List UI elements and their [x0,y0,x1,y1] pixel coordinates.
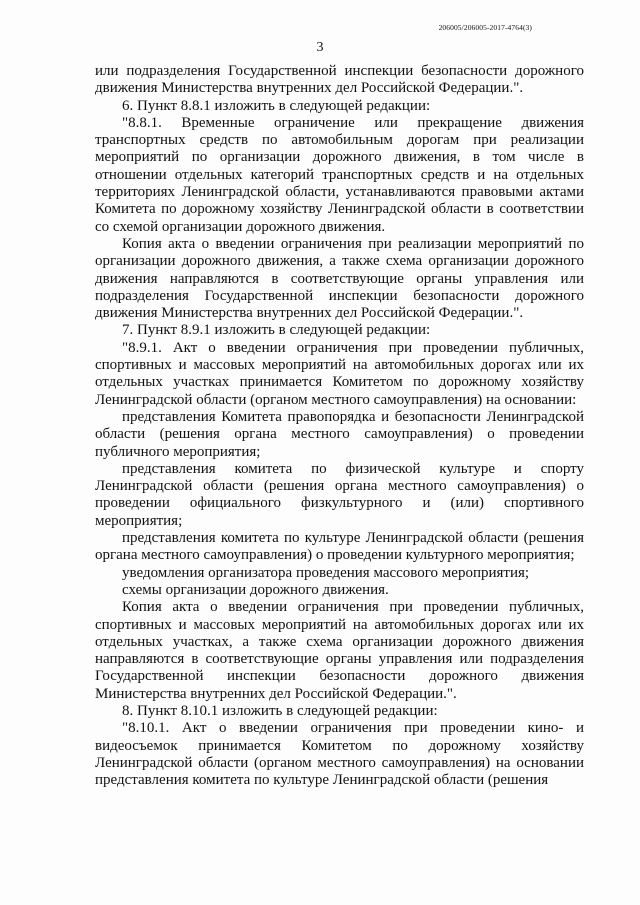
paragraph-basis-organizer-notice: уведомления организатора проведения массового мероприятия; [122,564,530,581]
paragraph-item-7-heading: 7. Пункт 8.9.1 изложить в следующей редакции: [122,322,431,339]
paragraph-basis-culture-event: представления комитета по культуре Ленинградской области (решения органа местного самоуправления) о проведении культурного мероприятия; [95,530,584,564]
paragraph-item-8-heading: 8. Пункт 8.10.1 изложить в следующей редакции: [122,702,438,719]
paragraph-item-6-heading: 6. Пункт 8.8.1 изложить в следующей редакции: [122,97,431,114]
paragraph-clause-8-8-1: "8.8.1. Временные ограничение или прекращение движения транспортных средств по автомобильным дорогам при реализации мероприятий по организации дорожного движения, в том числе в отношении отдельных категорий транспортных средств и на отдельных территориях Ленинградской области, устанавливаются правовыми актами Комитета по дорожному хозяйству Ленинградской области в соответствии со схемой организации дорожного движения. [95,114,584,235]
page-number: 3 [316,40,324,55]
paragraph-clause-8-10-1: "8.10.1. Акт о введении ограничения при проведении кино- и видеосъемок принимается Комитетом по дорожному хозяйству Ленинградской области (органом местного самоуправления) на основании представления комитета по культуре Ленинградской области (решения [95,720,584,789]
paragraph-basis-public-event: представления Комитета правопорядка и безопасности Ленинградской области (решения органа местного самоуправления) о проведении публичного мероприятия; [95,408,584,460]
paragraph-copy-act-1: Копия акта о введении ограничения при реализации мероприятий по организации дорожного движения, а также схема организации дорожного движения направляются в соответствующие органы управления или подразделения Государственной инспекции безопасности дорожного движения Министерства внутренних дел Российской Федерации.". [95,235,584,322]
paragraph-continuation: или подразделения Государственной инспекции безопасности дорожного движения Министерства внутренних дел Российской Федерации.". [95,63,584,97]
document-body [95,63,584,789]
paragraph-clause-8-9-1: "8.9.1. Акт о введении ограничения при проведении публичных, спортивных и массовых мероприятий на автомобильных дорогах или их отдельных участках принимается Комитетом по дорожному хозяйству Ленинградской области (органом местного самоуправления) на основании: [95,339,584,408]
paragraph-basis-sport-event: представления комитета по физической культуре и спорту Ленинградской области (решения органа местного самоуправления) о проведении официального физкультурного и (или) спортивного мероприятия; [95,460,584,529]
paragraph-basis-traffic-scheme: схемы организации дорожного движения. [122,581,389,598]
paragraph-copy-act-2: Копия акта о введении ограничения при проведении публичных, спортивных и массовых мероприятий на автомобильных дорогах или их отдельных участках, а также схема организации дорожного движения направляются в соответствующие органы управления или подразделения Государственной инспекции безопасности дорожного движения Министерства внутренних дел Российской Федерации.". [95,599,584,702]
document-id: 206005/206005-2017-4764(3) [438,23,532,32]
